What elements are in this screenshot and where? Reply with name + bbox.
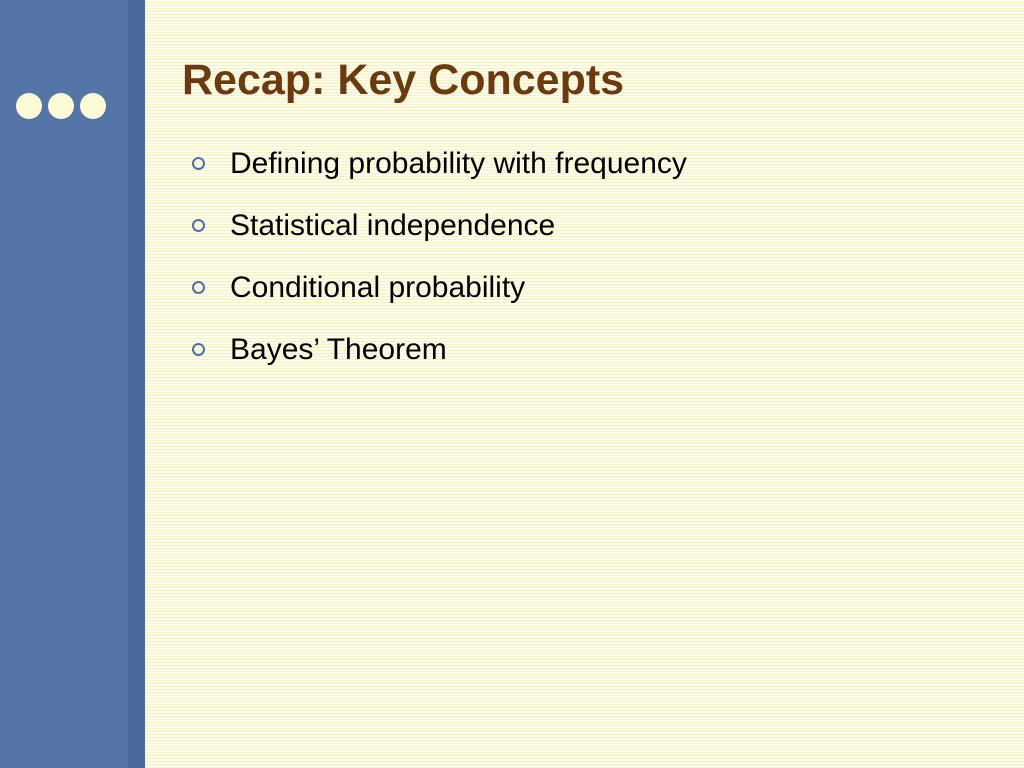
bullet-text: Conditional probability <box>230 270 526 304</box>
bullet-circle-icon <box>192 157 205 170</box>
decorative-dots <box>16 93 106 119</box>
bullet-circle-icon <box>192 219 205 232</box>
bullet-item <box>190 143 687 184</box>
slide-title: Recap: Key Concepts <box>182 56 625 104</box>
dot-icon <box>16 93 42 119</box>
bullet-list <box>190 143 687 391</box>
bullet-item <box>190 205 687 246</box>
dot-icon <box>80 93 106 119</box>
sidebar-edge-stripe <box>128 0 145 768</box>
dot-icon <box>48 93 74 119</box>
bullet-text: Statistical independence <box>230 208 556 242</box>
bullet-item <box>190 267 687 308</box>
bullet-circle-icon <box>192 281 205 294</box>
bullet-text: Defining probability with frequency <box>230 146 687 180</box>
bullet-circle-icon <box>192 343 205 356</box>
bullet-item <box>190 329 687 370</box>
bullet-text: Bayes’ Theorem <box>230 332 447 366</box>
